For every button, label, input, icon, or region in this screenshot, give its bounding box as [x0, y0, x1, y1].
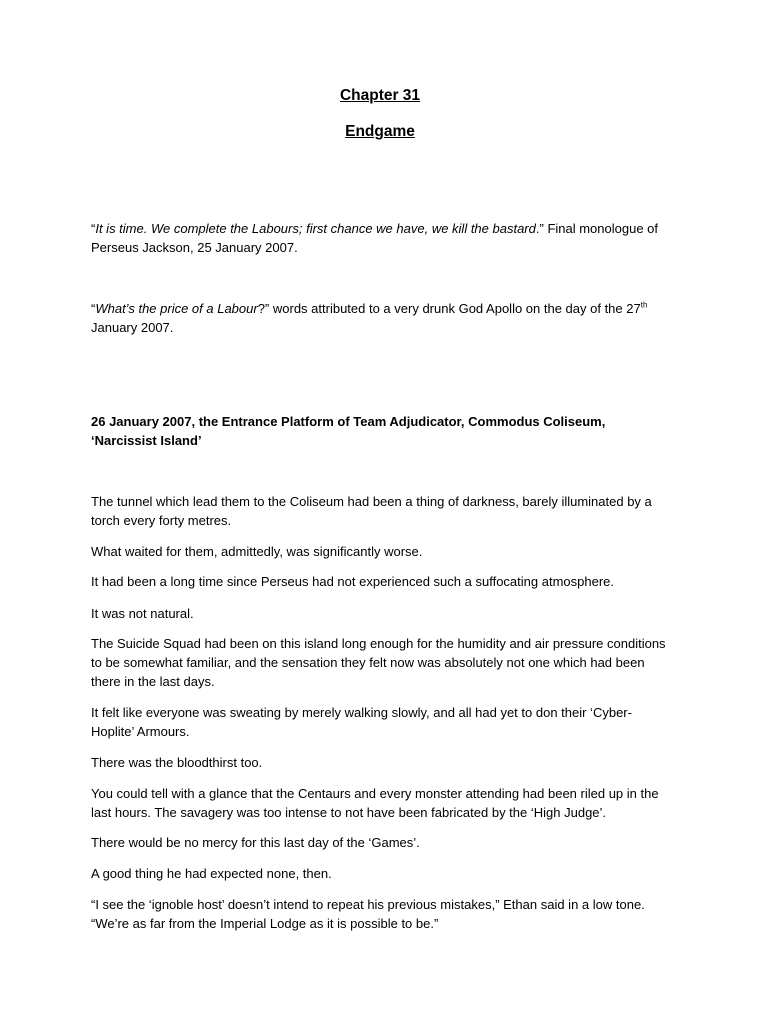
paragraph: A good thing he had expected none, then.	[91, 866, 332, 881]
chapter-title: Endgame	[345, 123, 415, 140]
epigraph-2-open-quote: “	[91, 301, 96, 316]
epigraph-2-ordinal: th	[640, 300, 648, 310]
epigraph-1	[91, 219, 669, 257]
chapter-number: Chapter 31	[339, 87, 421, 104]
epigraph-2-close-quote: ?”	[257, 301, 270, 316]
paragraph: What waited for them, admittedly, was significantly worse.	[91, 544, 423, 559]
epigraph-1-quote: It is time. We complete the Labours; first chance we have, we kill the bastard	[95, 221, 536, 236]
epigraph-2-attribution-end: January 2007.	[91, 320, 174, 335]
paragraph: It felt like everyone was sweating by merely walking slowly, and all had yet to don their ‘Cyber-Hoplite’ Armours.	[91, 705, 632, 739]
epigraph-2-attribution: words attributed to a very drunk God Apollo on the day of the 27	[269, 301, 641, 316]
scene-header: 26 January 2007, the Entrance Platform of Team Adjudicator, Commodus Coliseum, ‘Narcissist Island’	[91, 414, 606, 448]
paragraph: It had been a long time since Perseus had not experienced such a suffocating atmosphere.	[91, 574, 614, 589]
paragraph: “I see the ‘ignoble host’ doesn’t intend to repeat his previous mistakes,” Ethan said in a low tone. “We’re as far from the Imperial Lodge as it is possible to be.”	[91, 897, 645, 931]
paragraph: The tunnel which lead them to the Coliseum had been a thing of darkness, barely illuminated by a torch every forty metres.	[91, 494, 652, 528]
paragraph: There was the bloodthirst too.	[91, 755, 263, 770]
epigraph-2-quote: What’s the price of a Labour	[95, 301, 258, 316]
paragraph: The Suicide Squad had been on this island long enough for the humidity and air pressure conditions to be somewhat familiar, and the sensation they felt now was absolutely not one which had been there in the last days.	[91, 636, 666, 689]
epigraph-2	[91, 299, 669, 337]
paragraph: It was not natural.	[91, 606, 194, 621]
epigraph-1-close-quote: .”	[535, 221, 544, 236]
epigraph-1-open-quote: “	[91, 221, 96, 236]
paragraph: There would be no mercy for this last day of the ‘Games’.	[91, 835, 420, 850]
epigraph-1-attribution: Final monologue of Perseus Jackson, 25 January 2007.	[91, 221, 659, 255]
paragraph: You could tell with a glance that the Centaurs and every monster attending had been riled up in the last hours. The savagery was too intense to not have been fabricated by the ‘High Judge’.	[91, 786, 659, 820]
